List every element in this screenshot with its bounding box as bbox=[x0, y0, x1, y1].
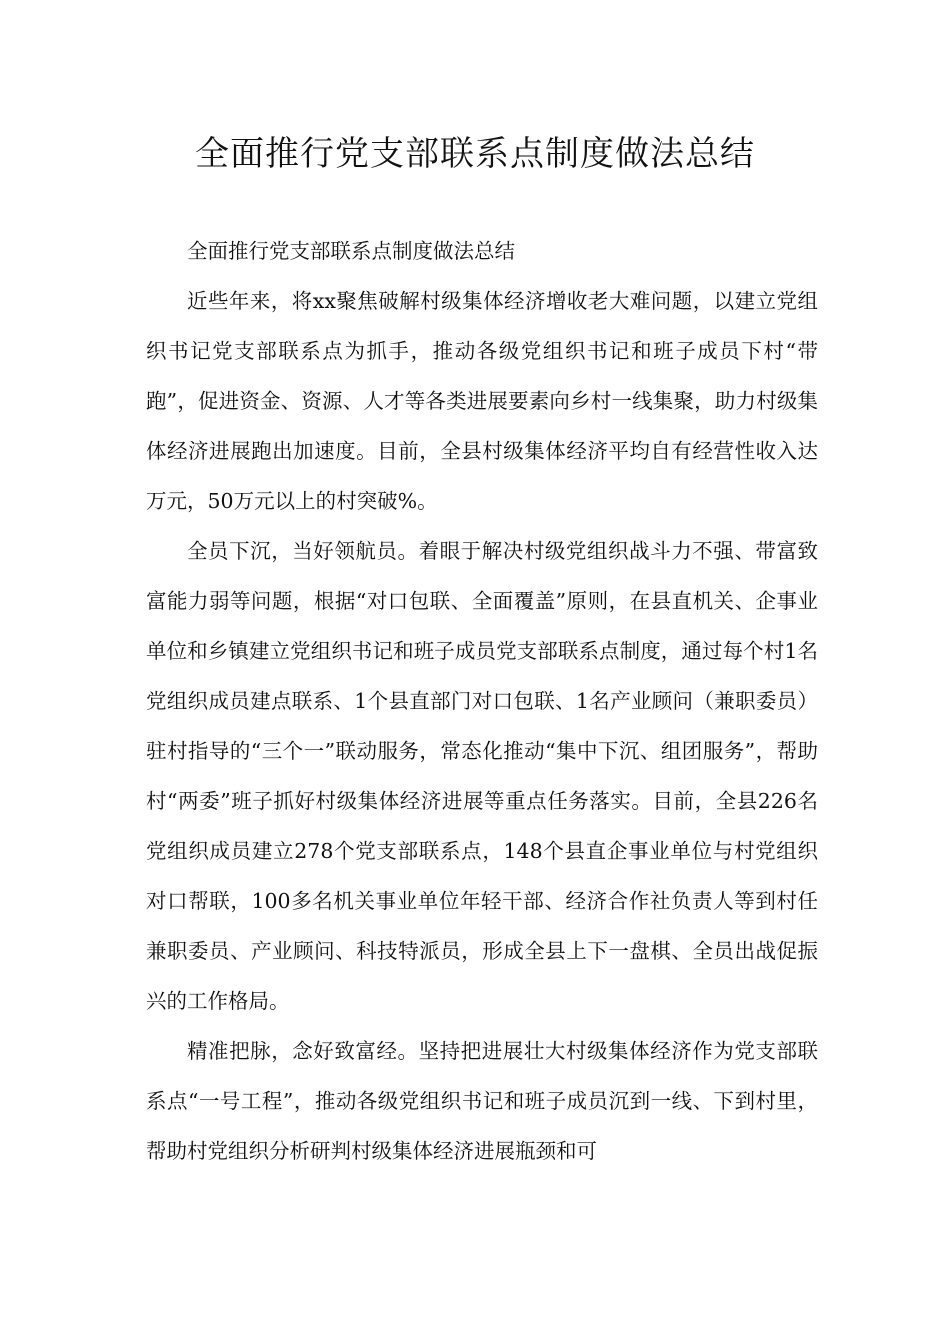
paragraph-intro: 近些年来，将xx聚焦破解村级集体经济增收老大难问题，以建立党组织书记党支部联系点为抓手，推动各级党组织书记和班子成员下村“带跑”，促进资金、资源、人才等各类进展要素向乡村一线集聚，助力村级集体经济进展跑出加速度。目前，全县村级集体经济平均自有经营性收入达万元，50万元以上的村突破%。 bbox=[146, 289, 818, 513]
document-title: 全面推行党支部联系点制度做法总结 bbox=[195, 134, 755, 174]
paragraph-subtitle: 全面推行党支部联系点制度做法总结 bbox=[187, 239, 515, 263]
paragraph-all-staff: 全员下沉，当好领航员。着眼于解决村级党组织战斗力不强、带富致富能力弱等问题，根据“对口包联、全面覆盖”原则，在县直机关、企事业单位和乡镇建立党组织书记和班子成员党支部联系点制度，通过每个村1名党组织成员建点联系、1个县直部门对口包联、1名产业顾问（兼职委员）驻村指导的“三个一”联动服务，常态化推动“集中下沉、组团服务”，帮助村“两委”班子抓好村级集体经济进展等重点任务落实。目前，全县226名党组织成员建立278个党支部联系点，148个县直企事业单位与村党组织对口帮联，100多名机关事业单位年轻干部、经济合作社负责人等到村任兼职委员、产业顾问、科技特派员，形成全县上下一盘棋、全员出战促振兴的工作格局。 bbox=[146, 539, 818, 1013]
paragraph-precise: 精准把脉，念好致富经。坚持把进展壮大村级集体经济作为党支部联系点“一号工程”，推动各级党组织书记和班子成员沉到一线、下到村里，帮助村党组织分析研判村级集体经济进展瓶颈和可 bbox=[146, 1039, 818, 1163]
document-body bbox=[146, 226, 818, 1176]
